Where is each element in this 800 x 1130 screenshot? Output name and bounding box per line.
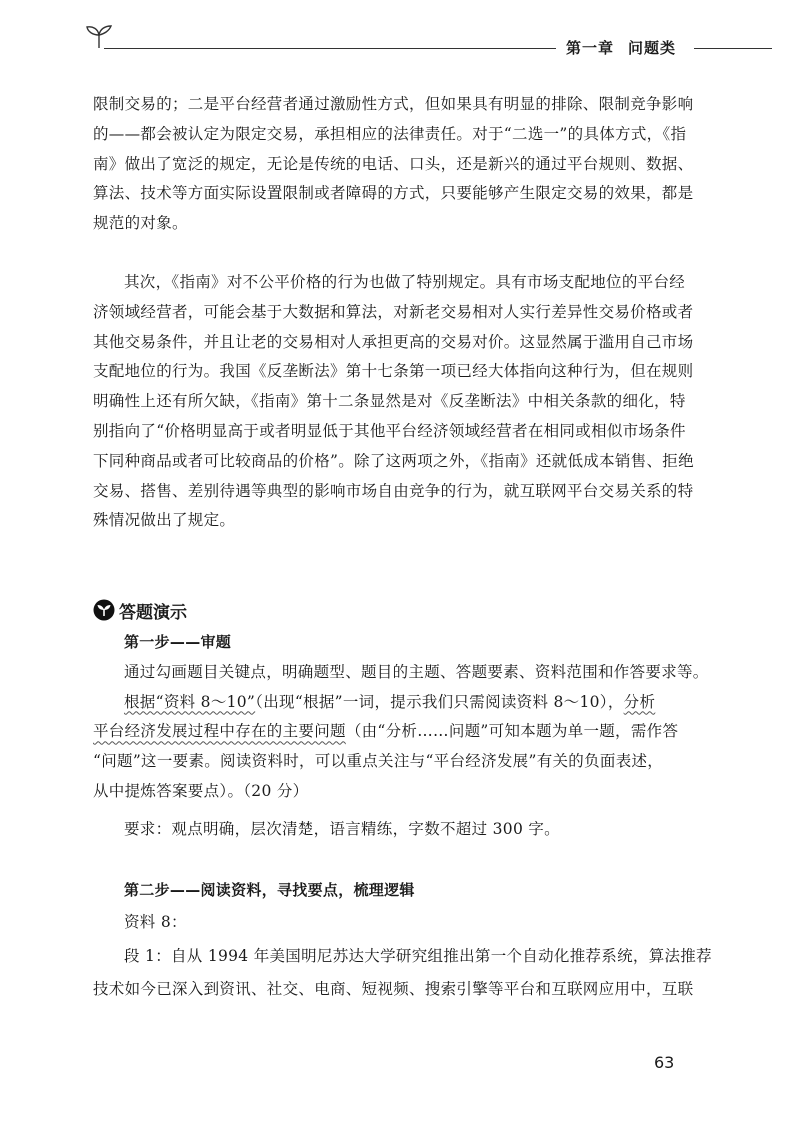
text-line: 其他交易条件，并且让老的交易相对人承担更高的交易对价。这显然属于滥用自己市场 — [93, 332, 694, 351]
header-rule-right — [694, 48, 772, 49]
text-line: 支配地位的行为。我国《反垄断法》第十七条第一项已经大体指向这种行为，但在规则 — [93, 362, 694, 381]
text-line: 下同种商品或者可比较商品的价格”。除了这两项之外，《指南》还就低成本销售、拒绝 — [93, 451, 694, 470]
annotation-text: （由“分析……问题”可知本题为单一题，需作答 — [345, 722, 679, 741]
section-title: 答题演示 — [119, 602, 187, 623]
chapter-label: 第一章 — [566, 39, 615, 57]
text-line: 济领域经营者，可能会基于大数据和算法，对新老交易相对人实行差异性交易价格或者 — [93, 302, 694, 321]
annotation-text: （出现“根据”一词，提示我们只需阅读资料 8～10）， — [255, 692, 624, 711]
header-rule-left — [104, 48, 556, 49]
wavy-underlined-text: 分析 — [623, 692, 656, 711]
material-text-line: 段 1：自从 1994 年美国明尼苏达大学研究组推出第一个自动化推荐系统，算法推荐 — [124, 946, 712, 965]
paragraph-continued — [93, 90, 694, 239]
material-label: 资料 8： — [124, 912, 187, 931]
wavy-underlined-text: 平台经济发展过程中存在的主要问题 — [93, 722, 346, 741]
page-number: 63 — [654, 1053, 675, 1072]
text-line: 明确性上还有所欠缺，《指南》第十二条显然是对《反垄断法》中相关条款的细化，特 — [93, 392, 686, 411]
paragraph-unfair-pricing — [93, 268, 694, 536]
step-one-title: 第一步——审题 — [124, 633, 232, 651]
text-line: 限制交易的；二是平台经营者通过激励性方式，但如果具有明显的排除、限制竞争影响 — [93, 95, 694, 113]
question-line — [93, 688, 688, 718]
question-line: “问题”这一要素。阅读资料时，可以重点关注与“平台经济发展”有关的负面表述， — [93, 752, 664, 771]
text-line: 算法、技术等方面实际设置限制或者障碍的方式，只要能够产生限定交易的效果，都是 — [93, 184, 694, 203]
text-line: 其次，《指南》对不公平价格的行为也做了特别规定。具有市场支配地位的平台经 — [124, 273, 686, 291]
step-one-intro: 通过勾画题目关键点，明确题型、题目的主题、答题要素、资料范围和作答要求等。 — [124, 662, 709, 681]
step-one-block — [93, 628, 709, 845]
text-line: 殊情况做出了规定。 — [93, 511, 236, 530]
requirement-text: 要求：观点明确，层次清楚，语言精练，字数不超过 300 字。 — [124, 819, 560, 838]
text-line: 别指向了“价格明显高于或者明显低于其他平台经济领域经营者在相同或相似市场条件 — [93, 421, 686, 440]
text-line: 的——都会被认定为限定交易，承担相应的法律责任。对于“二选一”的具体方式，《指 — [93, 124, 687, 143]
step-two-title: 第二步——阅读资料，寻找要点，梳理逻辑 — [124, 881, 415, 899]
section-heading — [93, 596, 187, 624]
chapter-title — [566, 37, 676, 58]
section-label: 问题类 — [628, 39, 677, 57]
material-text-line: 技术如今已深入到资讯、社交、电商、短视频、搜索引擎等平台和互联网应用中，互联 — [93, 980, 694, 999]
question-line — [93, 717, 688, 747]
answer-badge-icon — [93, 599, 115, 621]
text-line: 规范的对象。 — [93, 214, 188, 233]
text-line: 交易、搭售、差别待遇等典型的影响市场自由竞争的行为，就互联网平台交易关系的特 — [93, 481, 694, 500]
text-line: 南》做出了宽泛的规定，无论是传统的电话、口头，还是新兴的通过平台规则、数据、 — [93, 154, 694, 173]
wavy-underlined-text: 根据“资料 8～10” — [124, 692, 256, 711]
step-two-block — [93, 876, 712, 1005]
question-line: 从中提炼答案要点）。（20 分） — [93, 781, 309, 800]
